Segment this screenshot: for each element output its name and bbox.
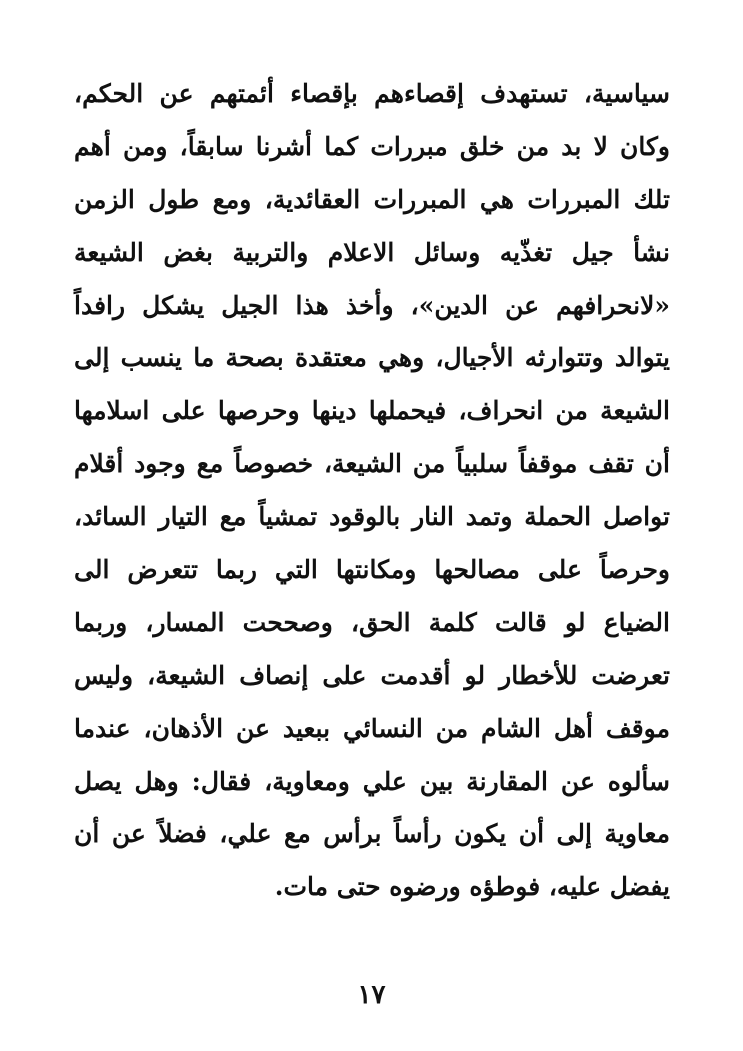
text-line-8: أن تقف موقفاً سلبياً من الشيعة، خصوصاً مع وجود أقلام — [74, 449, 670, 479]
text-line-2: وكان لا بد من خلق مبررات كما أشرنا سابقاً، ومن أهم — [74, 131, 670, 161]
text-line-10: وحرصاً على مصالحها ومكانتها التي ربما تتعرض الى — [74, 555, 670, 585]
text-line-6: يتوالد وتتوارثه الأجيال، وهي معتقدة بصحة ما ينسب إلى — [74, 343, 670, 373]
text-line-4: نشأ جيل تغذّيه وسائل الاعلام والتربية بغض الشيعة — [74, 237, 670, 267]
text-line-9: تواصل الحملة وتمد النار بالوقود تمشياً مع التيار السائد، — [74, 502, 670, 532]
text-line-1: سياسية، تستهدف إقصاءهم بإقصاء أئمتهم عن الحكم، — [74, 79, 670, 108]
text-line-3: تلك المبررات هي المبررات العقائدية، ومع طول الزمن — [74, 184, 670, 214]
body-text — [74, 68, 670, 914]
text-line-5: «لانحرافهم عن الدين»، وأخذ هذا الجيل يشكل رافداً — [74, 290, 670, 320]
text-line-14: سألوه عن المقارنة بين علي ومعاوية، فقال: وهل يصل — [74, 766, 670, 796]
text-line-7: الشيعة من انحراف، فيحملها دينها وحرصها على اسلامها — [74, 396, 670, 426]
page-number: ١٧ — [357, 980, 386, 1010]
text-line-13: موقف أهل الشام من النسائي ببعيد عن الأذهان، عندما — [74, 713, 670, 743]
text-line-16: يفضل عليه، فوطؤه ورضوه حتى مات. — [274, 872, 670, 902]
text-line-11: الضياع لو قالت كلمة الحق، وصححت المسار، وربما — [74, 607, 670, 637]
text-line-15: معاوية إلى أن يكون رأساً برأس مع علي، فضلاً عن أن — [74, 819, 670, 849]
text-line-12: تعرضت للأخطار لو أقدمت على إنصاف الشيعة، وليس — [74, 660, 670, 690]
